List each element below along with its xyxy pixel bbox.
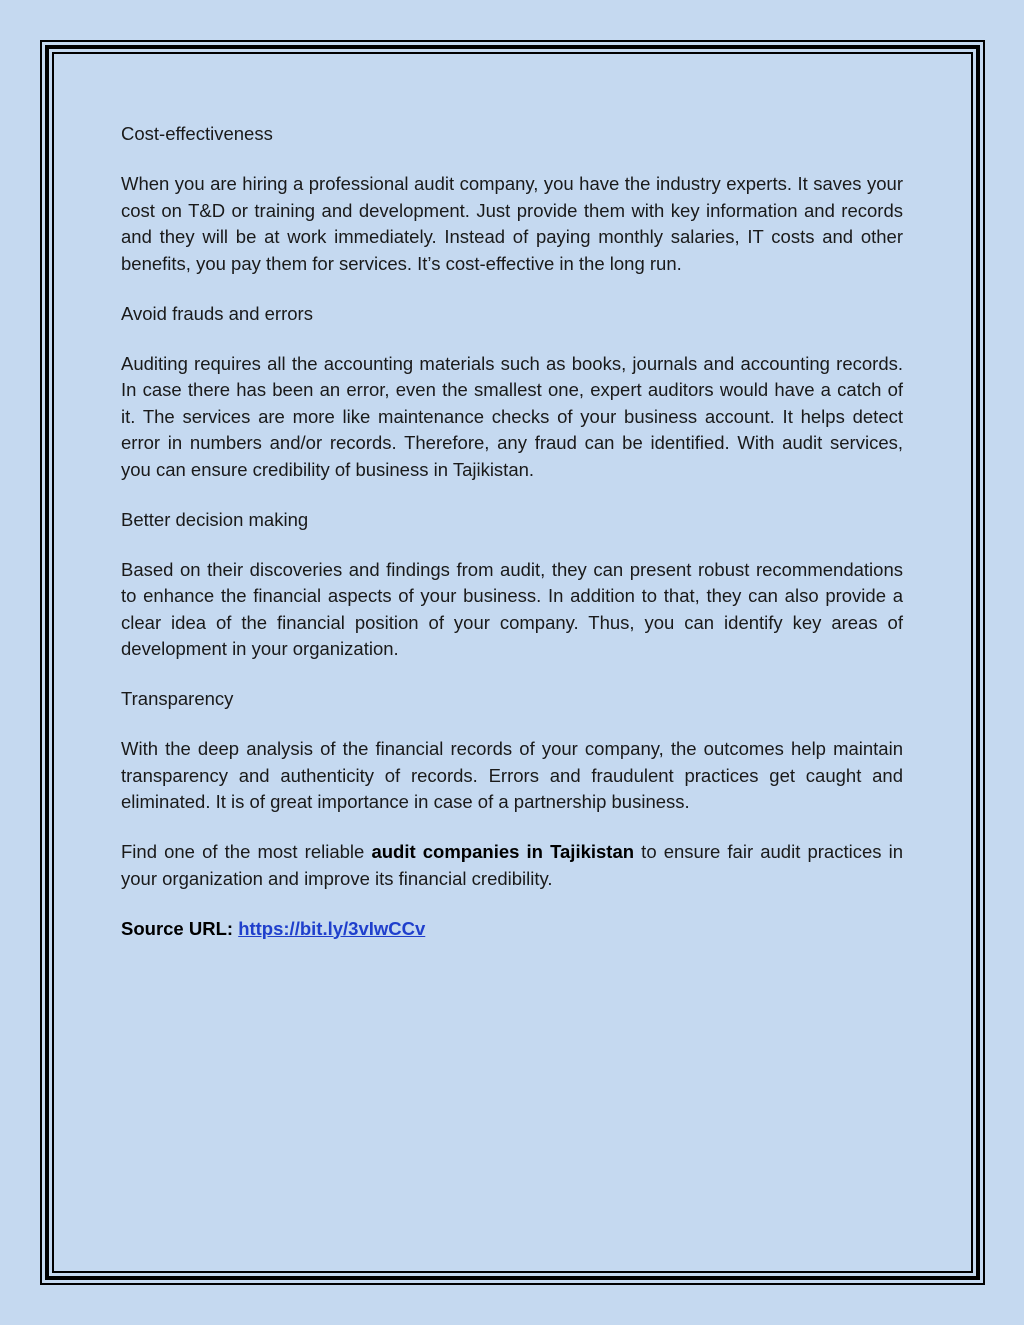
section-body-cost-effectiveness: When you are hiring a professional audit company, you have the industry experts. It saves your cost on T&D or training and development. Just provide them with key information and records and they will be at work immediately. Instead of paying monthly salaries, IT costs and other benefits, you pay them for services. It’s cost-effective in the long run. xyxy=(121,173,903,274)
section-heading-decision-making: Better decision making xyxy=(121,508,309,530)
section-body-decision-making: Based on their discoveries and findings from audit, they can present robust recommendations to enhance the financial aspects of your business. In addition to that, they can also provide a clear idea of the financial position of your company. Thus, you can identify key areas of development in your organization. xyxy=(121,558,903,659)
section-heading-cost-effectiveness: Cost-effectiveness xyxy=(121,123,273,144)
section-body-transparency: With the deep analysis of the financial records of your company, the outcomes help maintain transparency and authenticity of records. Errors and fraudulent practices get caught and eliminated. It is of great importance in case of a partnership business. xyxy=(121,738,903,812)
section-heading-transparency: Transparency xyxy=(121,688,234,709)
document-body xyxy=(121,121,903,966)
section-heading-avoid-frauds: Avoid frauds and errors xyxy=(121,302,313,324)
section-body-avoid-frauds: Auditing requires all the accounting materials such as books, journals and accounting records. In case there has been an error, even the smallest one, expert auditors would have a catch of it. The services are more like maintenance checks of your business account. It helps detect error in numbers and/or records. Therefore, any fraud can be identified. With audit services, you can ensure credibility of business in Tajikistan. xyxy=(121,352,903,480)
closing-paragraph xyxy=(121,839,903,892)
closing-text-before: Find one of the most reliable xyxy=(121,841,372,862)
closing-text-after: to ensure fair audit practices in your organization and improve its financial credibility. xyxy=(121,841,904,889)
source-line xyxy=(121,916,903,943)
source-label: Source URL: xyxy=(121,917,239,939)
source-url-link[interactable]: https://bit.ly/3vIwCCv xyxy=(238,917,426,939)
closing-bold-phrase: audit companies in Tajikistan xyxy=(371,841,635,862)
